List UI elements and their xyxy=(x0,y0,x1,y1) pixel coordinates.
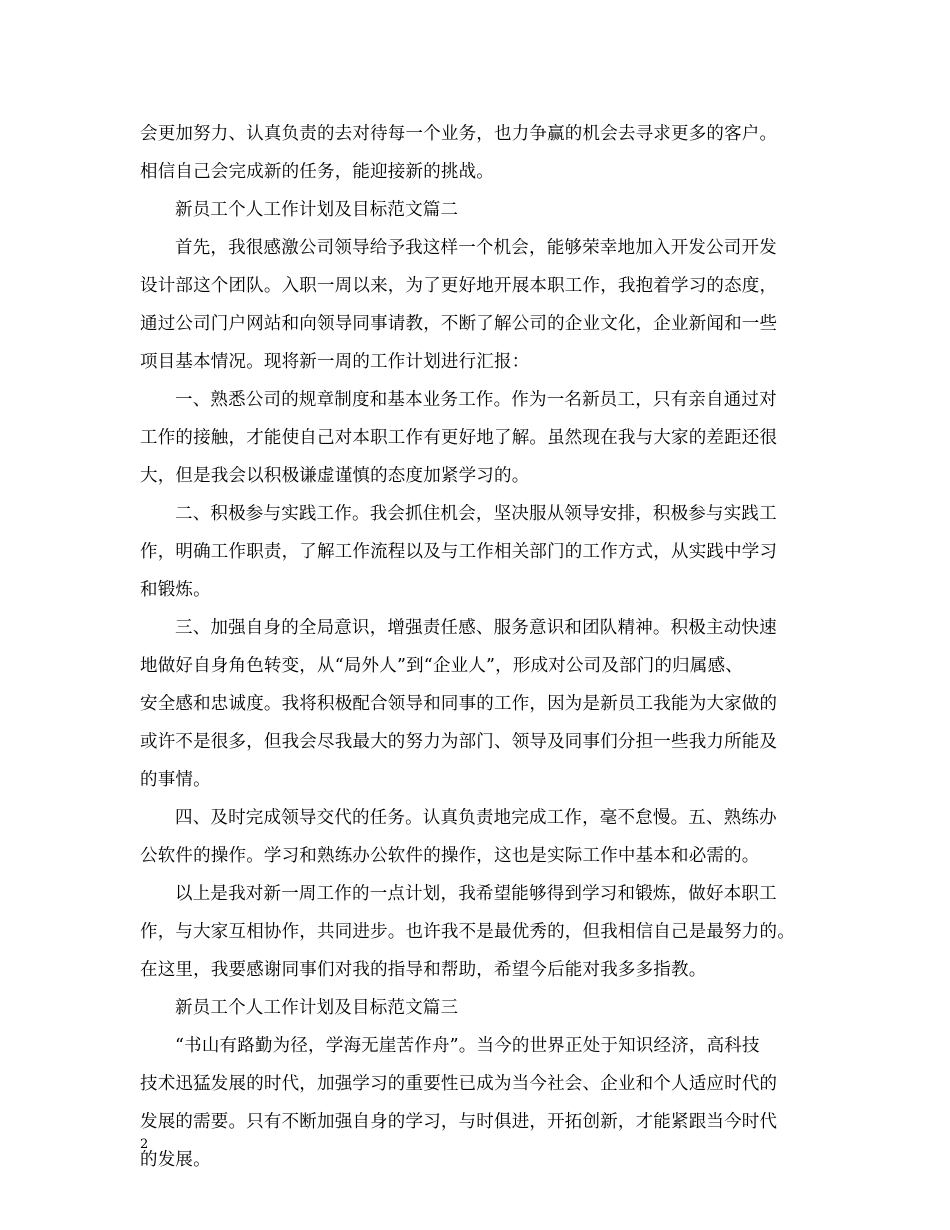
text-line: 会更加努力、认真负责的去对待每一个业务，也力争赢的机会去寻求更多的客户。 xyxy=(140,124,778,144)
text-line: 首先，我很感激公司领导给予我这样一个机会，能够荣幸地加入开发公司开发 xyxy=(175,238,777,258)
page-number: 2 xyxy=(140,1137,149,1152)
text-line: 或许不是很多，但我会尽我最大的努力为部门、领导及同事们分担一些我力所能及 xyxy=(140,732,778,752)
text-line: 三、加强自身的全局意识，增强责任感、服务意识和团队精神。积极主动快速 xyxy=(175,618,777,638)
text-line: 地做好自身角色转变，从“局外人”到“企业人”，形成对公司及部门的归属感、 xyxy=(140,656,743,676)
section-heading: 新员工个人工作计划及目标范文篇二 xyxy=(175,200,459,220)
text-line: “书山有路勤为径，学海无崖苦作舟”。当今的世界正处于知识经济，高科技 xyxy=(175,1036,760,1056)
text-line: 项目基本情况。现将新一周的工作计划进行汇报： xyxy=(140,352,530,372)
text-line: 大，但是我会以积极谦虚谨慎的态度加紧学习的。 xyxy=(140,466,530,486)
text-line: 和锻炼。 xyxy=(140,580,211,600)
document-body xyxy=(140,115,820,1179)
text-line: 一、熟悉公司的规章制度和基本业务工作。作为一名新员工，只有亲自通过对 xyxy=(175,390,777,410)
text-line: 安全感和忠诚度。我将积极配合领导和同事的工作，因为是新员工我能为大家做的 xyxy=(140,694,778,714)
section-heading: 新员工个人工作计划及目标范文篇三 xyxy=(175,998,459,1018)
text-line: 的事情。 xyxy=(140,770,211,790)
text-line: 以上是我对新一周工作的一点计划，我希望能够得到学习和锻炼，做好本职工 xyxy=(175,884,777,904)
text-line: 在这里，我要感谢同事们对我的指导和帮助，希望今后能对我多多指教。 xyxy=(140,960,707,980)
text-line: 的发展。 xyxy=(140,1150,211,1170)
text-line: 通过公司门户网站和向领导同事请教，不断了解公司的企业文化，企业新闻和一些 xyxy=(140,314,778,334)
text-line: 设计部这个团队。入职一周以来，为了更好地开展本职工作，我抱着学习的态度， xyxy=(140,276,778,296)
text-line: 技术迅猛发展的时代，加强学习的重要性已成为当今社会、企业和个人适应时代的 xyxy=(140,1074,778,1094)
text-line: 四、及时完成领导交代的任务。认真负责地完成工作，毫不怠慢。五、熟练办 xyxy=(175,808,777,828)
text-line: 作，明确工作职责，了解工作流程以及与工作相关部门的工作方式，从实践中学习 xyxy=(140,542,778,562)
text-line: 发展的需要。只有不断加强自身的学习，与时俱进，开拓创新，才能紧跟当今时代 xyxy=(140,1112,778,1132)
text-line: 二、积极参与实践工作。我会抓住机会，坚决服从领导安排，积极参与实践工 xyxy=(175,504,777,524)
text-line: 相信自己会完成新的任务，能迎接新的挑战。 xyxy=(140,162,494,182)
text-line: 作，与大家互相协作，共同进步。也许我不是最优秀的，但我相信自己是最努力的。 xyxy=(140,922,795,942)
text-line: 工作的接触，才能使自己对本职工作有更好地了解。虽然现在我与大家的差距还很 xyxy=(140,428,778,448)
text-line: 公软件的操作。学习和熟练办公软件的操作，这也是实际工作中基本和必需的。 xyxy=(140,846,760,866)
